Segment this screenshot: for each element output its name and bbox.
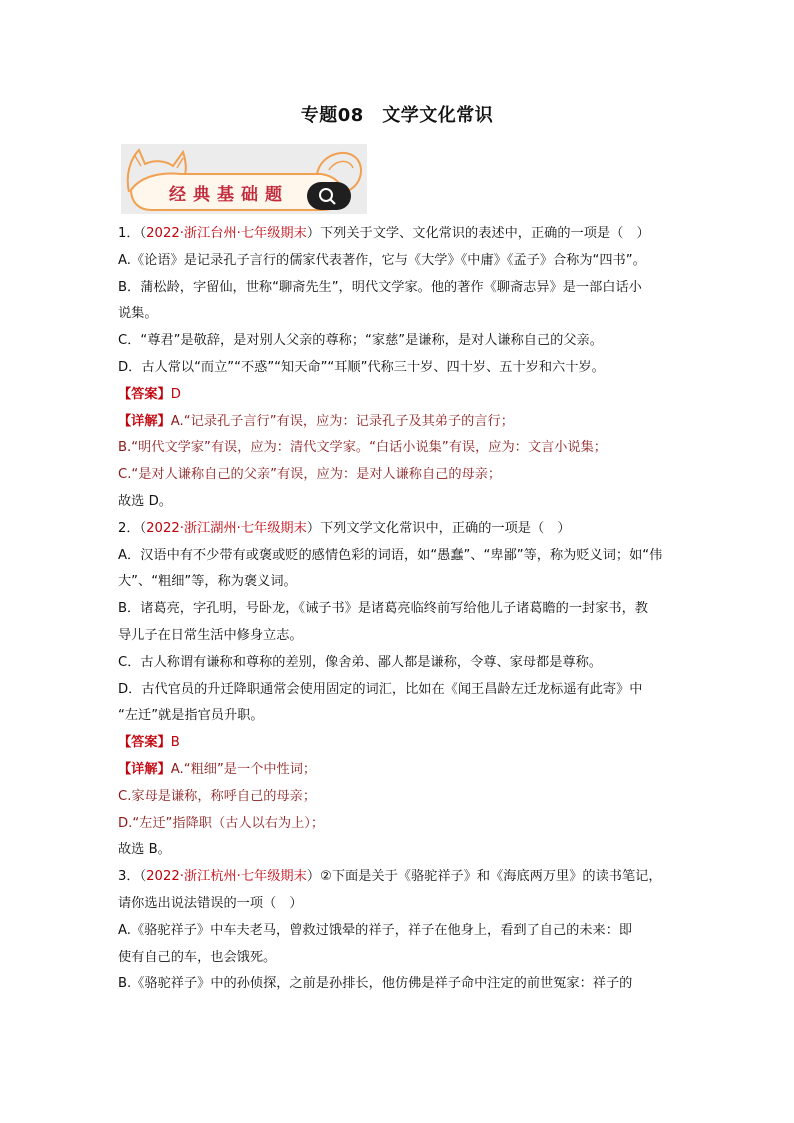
question-source: 2022·浙江台州·七年级期末 — [146, 226, 307, 241]
detail: 【详解】A.“粗细”是一个中性词； — [118, 761, 317, 777]
answer: 【答案】D — [118, 386, 181, 402]
question-3-stem-cont: 请你选出说法错误的一项（ ） — [118, 895, 303, 911]
conclusion: 故选 B。 — [118, 842, 171, 858]
option-a-cont: 使有自己的车，也会饿死。 — [118, 949, 277, 965]
banner-text: 经典基础题 — [169, 185, 289, 205]
detail: 【详解】A.“记录孔子言行”有误，应为：记录孔子及其弟子的言行； — [118, 413, 514, 429]
question-source: 2022·浙江杭州·七年级期末 — [146, 869, 307, 885]
question-source: 2022·浙江湖州·七年级期末 — [146, 520, 307, 536]
option-b: B．蒲松龄，字留仙，世称“聊斋先生”，明代文学家。他的著作《聊斋志异》是一部白话小 — [118, 279, 642, 295]
option-a: A.《论语》是记录孔子言行的儒家代表著作，它与《大学》《中庸》《孟子》合称为“四书”。 — [118, 252, 646, 268]
option-b-cont: 导儿子在日常生活中修身立志。 — [118, 627, 303, 643]
option-b: B．诸葛亮，字孔明，号卧龙，《诫子书》是诸葛亮临终前写给他儿子诸葛瞻的一封家书，教 — [118, 601, 648, 617]
detail-line: D.“左迁”指降职（古人以右为上）； — [118, 815, 325, 831]
option-b-cont: 说集。 — [118, 306, 158, 322]
detail-line: B.“明代文学家”有误，应为：清代文学家。“白话小说集”有误，应为：文言小说集； — [118, 440, 607, 456]
document-content — [118, 221, 678, 998]
question-2-stem: 2．（2022·浙江湖州·七年级期末）下列文学文化常识中，正确的一项是（ ） — [118, 520, 571, 536]
detail-line: C.家母是谦称，称呼自己的母亲； — [118, 788, 317, 804]
section-banner — [121, 144, 367, 214]
option-d: D．古人常以“而立”“不惑”“知天命”“耳顺”代称三十岁、四十岁、五十岁和六十岁。 — [118, 359, 605, 375]
option-a: A.《骆驼祥子》中车夫老马，曾救过饿晕的祥子，祥子在他身上，看到了自己的未来：即 — [118, 922, 633, 938]
question-1-stem: 1．（2022·浙江台州·七年级期末）下列关于文学、文化常识的表述中，正确的一项是（ ） — [118, 226, 650, 241]
option-d-cont: “左迁”就是指官员升职。 — [118, 708, 264, 724]
question-3-stem: 3．（2022·浙江杭州·七年级期末）②下面是关于《骆驼祥子》和《海底两万里》的读书笔记， — [118, 869, 662, 885]
detail-line: C.“是对人谦称自己的父亲”有误，应为：是对人谦称自己的母亲； — [118, 467, 502, 483]
option-a: A．汉语中有不少带有或褒或贬的感情色彩的词语，如“愚蠢”、“卑鄙”等，称为贬义词；如“伟 — [118, 547, 663, 563]
conclusion: 故选 D。 — [118, 493, 172, 509]
option-d: D．古代官员的升迁降职通常会使用固定的词汇，比如在《闻王昌龄左迁龙标遥有此寄》中 — [118, 681, 643, 697]
option-b: B.《骆驼祥子》中的孙侦探，之前是孙排长，他仿佛是祥子命中注定的前世冤家：祥子的 — [118, 976, 633, 992]
page-title: 专题08 文学文化常识 — [300, 105, 494, 126]
option-a-cont: 大”、“粗细”等，称为褒义词。 — [118, 574, 297, 590]
option-c: C．古人称谓有谦称和尊称的差别，像舍弟、鄙人都是谦称，令尊、家母都是尊称。 — [118, 654, 602, 670]
option-c: C．“尊君”是敬辞，是对别人父亲的尊称；“家慈”是谦称，是对人谦称自己的父亲。 — [118, 333, 603, 349]
answer: 【答案】B — [118, 735, 180, 751]
